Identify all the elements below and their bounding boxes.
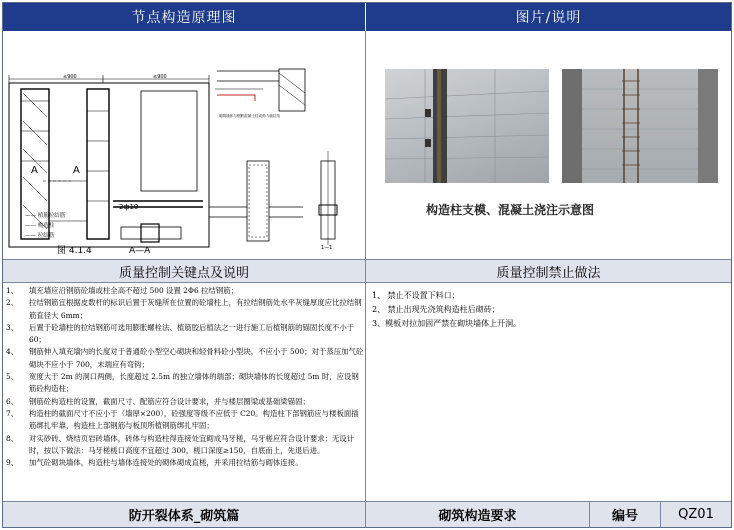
rebar-column-photo: [562, 69, 718, 183]
legend-1: —— 植筋拉结筋: [25, 213, 66, 219]
quality-points-header: 质量控制关键点及说明: [3, 259, 365, 283]
quality-point-item: [3, 285, 365, 297]
quality-point-number: 3、: [6, 322, 19, 332]
quality-point-text: 钢筋伸入填充墙内的长度对于普通砼小型空心砌块和轻骨料砼小型块，不应小于 500；对于蒸压加气砼砌块不应小于 700，末端应有弯钩；: [29, 347, 364, 369]
quality-point-number: 9、: [6, 458, 19, 468]
small-detail-note: 砌筑墙体与钢筋混凝土柱或剪力墙拉结: [219, 114, 281, 118]
quality-point-number: 1、: [6, 286, 19, 295]
quality-point-text: 拉结钢筋宜根据皮数杆的标识后置于灰缝所在位置的砼墙柱上，有拉结钢筋处水平灰缝厚度应比拉结钢筋直径大 6mm；: [29, 298, 362, 320]
prohibited-panel: [366, 283, 731, 501]
footer-system: 防开裂体系_砌筑篇: [3, 501, 365, 527]
quality-point-item: [3, 408, 365, 433]
prohibited-item: 1、 禁止不设置下料口；: [372, 291, 460, 300]
legend-2: —— 构造柱: [25, 223, 55, 229]
quality-point-text: 宽度大于 2m 的洞口两侧，长度超过 2.5m 的独立墙体的端部；砌块墙体的长度超过 5m 时，应设钢筋砼构造柱；: [29, 372, 359, 394]
quality-point-number: 2、: [6, 298, 19, 308]
quality-points-list: [3, 285, 365, 469]
prohibited-item: 3、模板对拉加固严禁在砌块墙体上开洞。: [372, 319, 522, 328]
photo-content: [562, 69, 718, 183]
dim-top-left: ≤900: [63, 74, 77, 80]
quality-point-number: 6、: [6, 396, 19, 406]
quality-point-text: 钢筋砼构造柱的设置，截面尺寸、配筋应符合设计要求，并与楼层圈梁或基础梁锚固；: [29, 396, 310, 406]
photo-caption: 构造柱支模、混凝土浇注示意图: [426, 203, 595, 217]
quality-point-text: 后置于砼墙柱的拉结钢筋可选用膨胀螺栓法、植筋胶后植法之一进行施工后植钢筋的锚固长度不小于 60；: [29, 322, 355, 345]
quality-point-item: [3, 371, 365, 396]
photo-content: [385, 69, 549, 183]
quality-point-item: [3, 396, 365, 408]
quality-point-item: [3, 457, 365, 469]
node-drawing-panel: [3, 31, 365, 259]
section-mark-left: A: [31, 165, 38, 176]
section-mark-right: A: [73, 165, 80, 176]
footer-topic: 砌筑构造要求: [366, 501, 589, 527]
quality-points-panel: [3, 285, 365, 501]
quality-point-item: [3, 346, 365, 371]
quality-point-item: [3, 433, 365, 458]
left-header: 节点构造原理图: [3, 3, 365, 31]
right-header: 图片/说明: [366, 3, 731, 31]
quality-point-item: [3, 297, 365, 322]
figure-label: 图 4.1.4: [57, 246, 92, 256]
quality-point-number: 8、: [6, 433, 19, 443]
small-section-label: 1—1: [321, 245, 333, 251]
construction-drawing: [3, 31, 365, 259]
formwork-photo: [385, 69, 549, 183]
quality-point-text: 填充墙应沿钢筋砼墙或柱全高不超过 500 设置 2Φ6 拉结钢筋；: [29, 286, 238, 295]
quality-point-number: 4、: [6, 347, 19, 357]
quality-point-number: 5、: [6, 372, 19, 382]
section-label: A—A: [129, 246, 151, 256]
quality-point-item: [3, 322, 365, 347]
quality-point-text: 构造柱的截面尺寸不应小于（墙厚×200），砼强度等级不应低于 C20。构造柱下部钢筋应与楼板面插筋绑扎牢靠，构造柱上部钢筋与板顶所植钢筋绑扎牢固；: [29, 408, 359, 431]
prohibited-list: [366, 283, 731, 337]
quality-point-text: 对实砂砖、烧结页岩砖墙体，砖体与构造柱得连接处宜砌成马牙槎，马牙槎应符合设计要求；无设计时，按以下做法：马牙槎槎口高度不宜超过 300，槎口深度≥150，自底而上，先退后进。: [29, 433, 355, 455]
quality-point-text: 加气砼砌块墙体，构造柱与墙体连接处的砌体砌成直槎，并采用拉结筋与砌体连接。: [29, 458, 303, 468]
dim-top-right: ≤900: [153, 74, 167, 80]
document-sheet: [2, 2, 732, 528]
footer-code-label: 编号: [590, 501, 660, 527]
prohibited-item: 2、 禁止出现先浇筑构造柱后砌砖；: [372, 305, 500, 314]
dim-mid-label: 2ф10: [119, 203, 139, 211]
quality-point-number: 7、: [6, 408, 19, 418]
footer-code: QZ01: [661, 501, 731, 527]
prohibited-header: 质量控制禁止做法: [366, 259, 731, 283]
legend-3: —— 拉结筋: [25, 233, 55, 239]
photo-panel: [366, 31, 731, 259]
